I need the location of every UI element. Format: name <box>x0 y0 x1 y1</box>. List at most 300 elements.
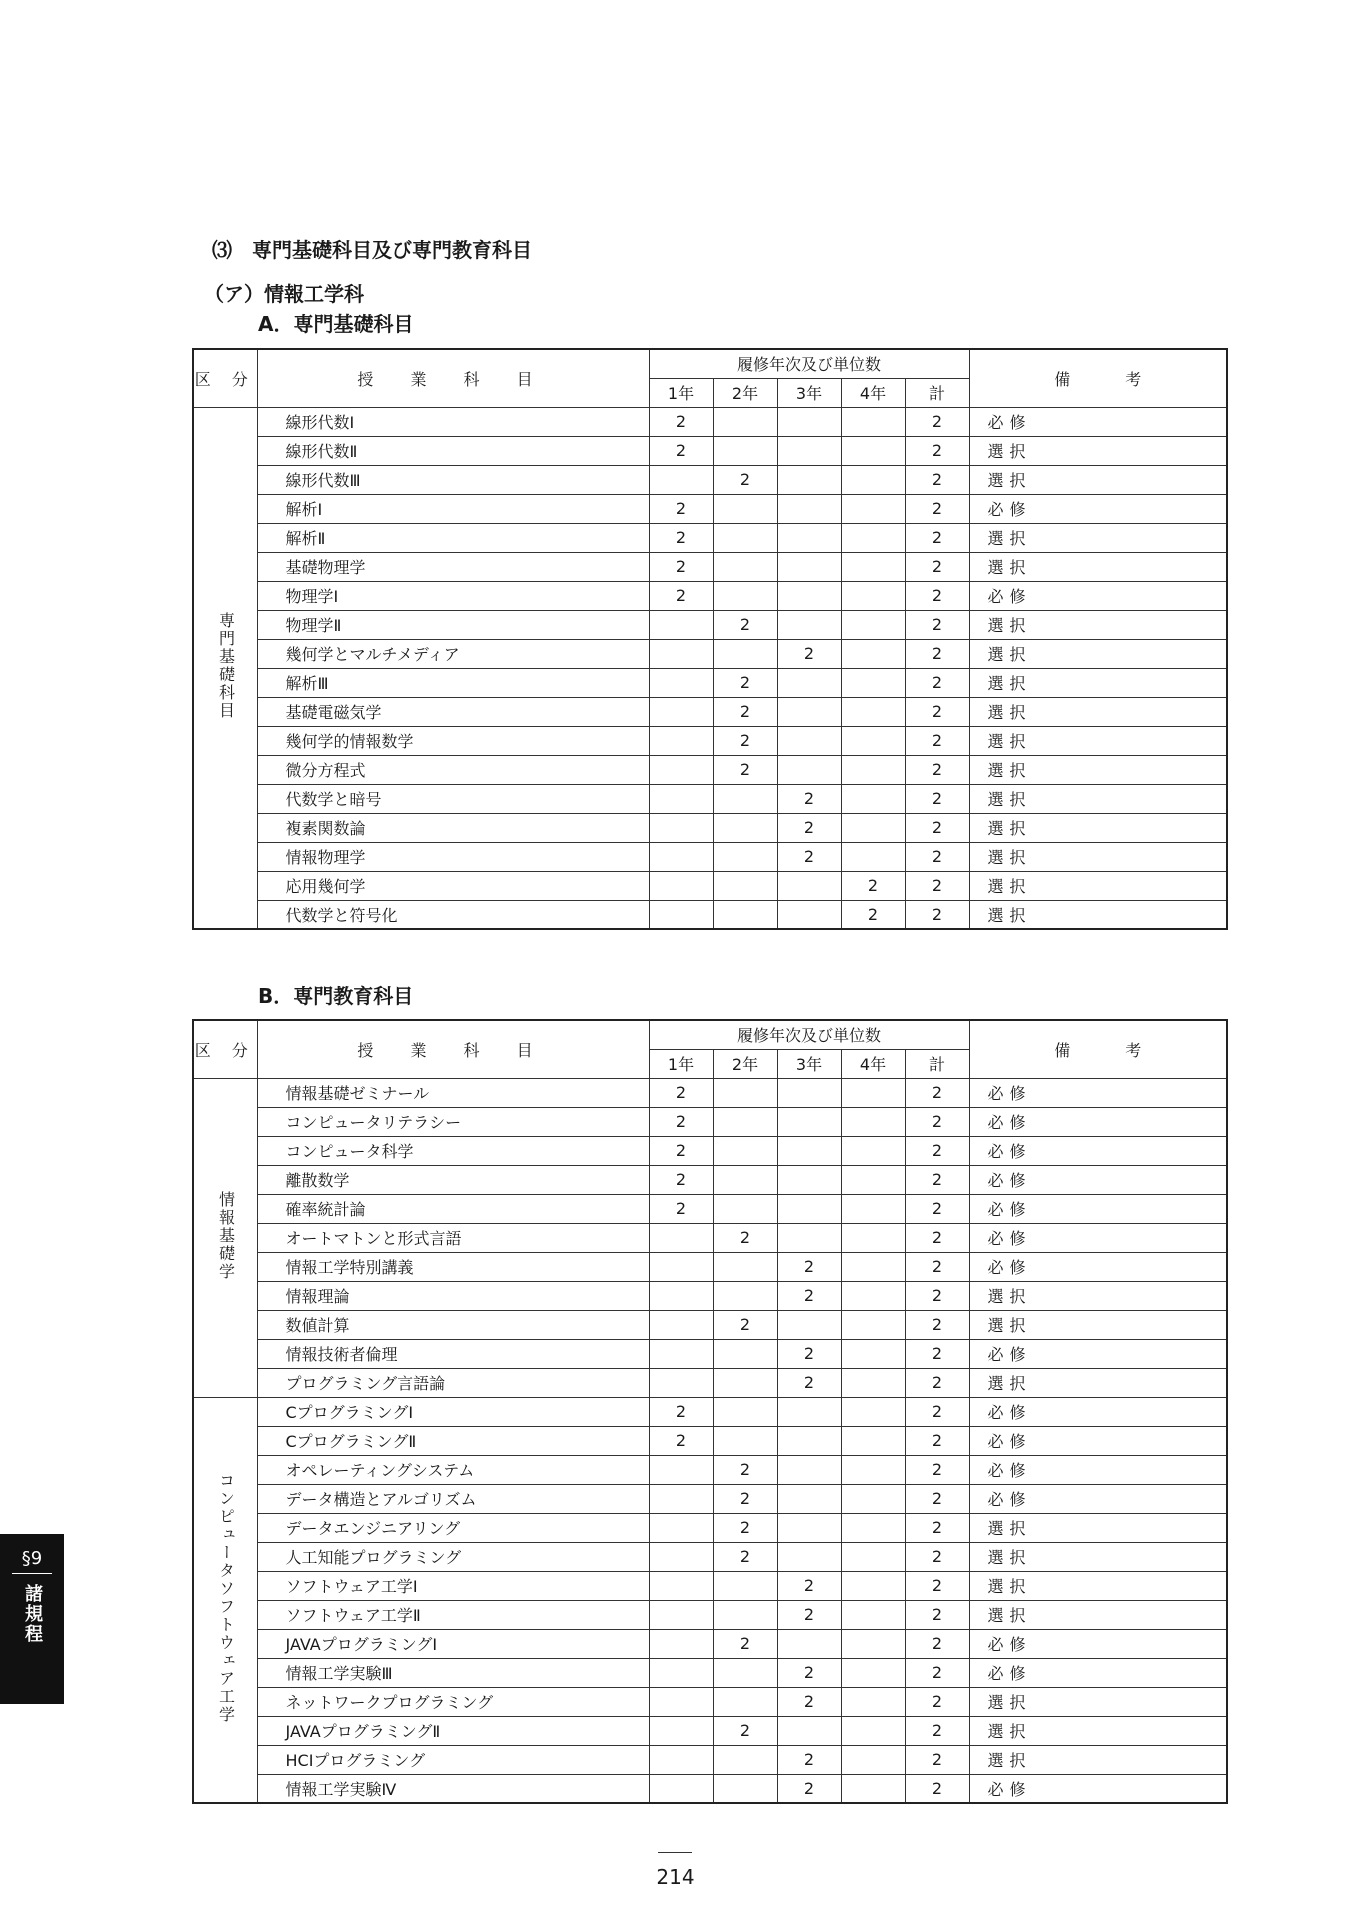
subsection-a-heading: A．専門基礎科目 <box>258 312 414 336</box>
year-2-cell <box>713 1078 777 1107</box>
subject-cell: ネットワークプログラミング <box>257 1687 649 1716</box>
section-side-tab <box>0 1534 64 1704</box>
year-4-cell <box>841 1194 905 1223</box>
total-cell: 2 <box>905 552 969 581</box>
table-row <box>193 1774 1227 1803</box>
year-3-cell <box>777 523 841 552</box>
year-4-cell <box>841 1455 905 1484</box>
year-1-cell: 2 <box>649 1426 713 1455</box>
category-cell <box>193 1078 257 1397</box>
table-row <box>193 1629 1227 1658</box>
header-kubun: 区 分 <box>193 1020 257 1078</box>
table-row <box>193 465 1227 494</box>
table-row <box>193 813 1227 842</box>
year-4-cell <box>841 1107 905 1136</box>
subject-cell: 線形代数Ⅰ <box>257 407 649 436</box>
subject-cell: 幾何学とマルチメディア <box>257 639 649 668</box>
subject-cell: 情報工学実験Ⅲ <box>257 1658 649 1687</box>
year-1-cell <box>649 755 713 784</box>
table-row <box>193 1542 1227 1571</box>
year-3-cell: 2 <box>777 1600 841 1629</box>
remark-cell: 選択 <box>969 755 1227 784</box>
total-cell: 2 <box>905 407 969 436</box>
subject-cell: 基礎電磁気学 <box>257 697 649 726</box>
table-row <box>193 1165 1227 1194</box>
year-1-cell <box>649 465 713 494</box>
year-1-cell <box>649 784 713 813</box>
total-cell: 2 <box>905 1252 969 1281</box>
subject-cell: ソフトウェア工学Ⅰ <box>257 1571 649 1600</box>
department-heading: （ア）情報工学科 <box>204 282 364 306</box>
header-year-2: 2年 <box>713 1049 777 1078</box>
year-1-cell <box>649 813 713 842</box>
year-4-cell <box>841 1658 905 1687</box>
year-4-cell <box>841 842 905 871</box>
remark-cell: 必修 <box>969 1397 1227 1426</box>
total-cell: 2 <box>905 1339 969 1368</box>
year-3-cell: 2 <box>777 1281 841 1310</box>
specialized-education-table <box>192 1019 1228 1804</box>
table-row <box>193 1658 1227 1687</box>
header-year-3: 3年 <box>777 1049 841 1078</box>
year-2-cell: 2 <box>713 1629 777 1658</box>
total-cell: 2 <box>905 1600 969 1629</box>
table-row <box>193 1745 1227 1774</box>
total-cell: 2 <box>905 1310 969 1339</box>
year-2-cell: 2 <box>713 726 777 755</box>
remark-cell: 選択 <box>969 1542 1227 1571</box>
table-row <box>193 552 1227 581</box>
table-row <box>193 900 1227 929</box>
remark-cell: 選択 <box>969 523 1227 552</box>
year-3-cell <box>777 697 841 726</box>
total-cell: 2 <box>905 436 969 465</box>
subject-cell: プログラミング言語論 <box>257 1368 649 1397</box>
year-1-cell <box>649 1542 713 1571</box>
year-1-cell <box>649 1687 713 1716</box>
subject-cell: 解析Ⅰ <box>257 494 649 523</box>
year-2-cell <box>713 1745 777 1774</box>
header-total: 計 <box>905 378 969 407</box>
year-2-cell <box>713 1165 777 1194</box>
category-label: 専門基礎科目 <box>216 611 236 720</box>
header-total: 計 <box>905 1049 969 1078</box>
header-year-group: 履修年次及び単位数 <box>649 1020 969 1049</box>
year-4-cell <box>841 1136 905 1165</box>
year-2-cell <box>713 523 777 552</box>
year-2-cell: 2 <box>713 1542 777 1571</box>
subject-cell: 情報工学実験Ⅳ <box>257 1774 649 1803</box>
table-row <box>193 1310 1227 1339</box>
subject-cell: 情報理論 <box>257 1281 649 1310</box>
total-cell: 2 <box>905 1397 969 1426</box>
year-3-cell: 2 <box>777 784 841 813</box>
year-3-cell <box>777 1107 841 1136</box>
side-tab-section: §9 <box>12 1534 52 1574</box>
table-row <box>193 1397 1227 1426</box>
year-3-cell: 2 <box>777 813 841 842</box>
total-cell: 2 <box>905 1194 969 1223</box>
year-3-cell <box>777 668 841 697</box>
table-row <box>193 1252 1227 1281</box>
year-1-cell: 2 <box>649 1136 713 1165</box>
table-body <box>193 407 1227 929</box>
year-3-cell: 2 <box>777 1339 841 1368</box>
header-remark: 備 考 <box>969 349 1227 407</box>
year-3-cell <box>777 1078 841 1107</box>
table-row <box>193 726 1227 755</box>
year-1-cell <box>649 726 713 755</box>
remark-cell: 選択 <box>969 639 1227 668</box>
year-4-cell <box>841 494 905 523</box>
table-row <box>193 436 1227 465</box>
subject-cell: 微分方程式 <box>257 755 649 784</box>
subsection-b-heading: B．専門教育科目 <box>258 984 414 1008</box>
year-1-cell <box>649 668 713 697</box>
total-cell: 2 <box>905 1484 969 1513</box>
year-1-cell <box>649 1629 713 1658</box>
total-cell: 2 <box>905 842 969 871</box>
table-row <box>193 668 1227 697</box>
year-1-cell <box>649 1310 713 1339</box>
year-4-cell <box>841 697 905 726</box>
subject-cell: 解析Ⅲ <box>257 668 649 697</box>
year-2-cell <box>713 581 777 610</box>
year-1-cell: 2 <box>649 1397 713 1426</box>
year-4-cell <box>841 813 905 842</box>
remark-cell: 選択 <box>969 1368 1227 1397</box>
year-3-cell <box>777 1165 841 1194</box>
total-cell: 2 <box>905 1368 969 1397</box>
table-row <box>193 1455 1227 1484</box>
remark-cell: 必修 <box>969 1455 1227 1484</box>
year-2-cell <box>713 784 777 813</box>
year-3-cell <box>777 1629 841 1658</box>
year-4-cell <box>841 465 905 494</box>
total-cell: 2 <box>905 523 969 552</box>
year-1-cell <box>649 1223 713 1252</box>
year-3-cell: 2 <box>777 842 841 871</box>
total-cell: 2 <box>905 1687 969 1716</box>
subject-cell: 基礎物理学 <box>257 552 649 581</box>
year-3-cell <box>777 755 841 784</box>
header-year-2: 2年 <box>713 378 777 407</box>
year-2-cell <box>713 842 777 871</box>
remark-cell: 選択 <box>969 436 1227 465</box>
total-cell: 2 <box>905 1107 969 1136</box>
total-cell: 2 <box>905 697 969 726</box>
subject-cell: 代数学と暗号 <box>257 784 649 813</box>
year-4-cell <box>841 1629 905 1658</box>
remark-cell: 必修 <box>969 581 1227 610</box>
header-year-group: 履修年次及び単位数 <box>649 349 969 378</box>
year-2-cell: 2 <box>713 1455 777 1484</box>
total-cell: 2 <box>905 1165 969 1194</box>
subject-cell: 確率統計論 <box>257 1194 649 1223</box>
year-1-cell: 2 <box>649 1194 713 1223</box>
total-cell: 2 <box>905 1716 969 1745</box>
year-3-cell: 2 <box>777 1774 841 1803</box>
year-3-cell <box>777 465 841 494</box>
year-2-cell <box>713 1571 777 1600</box>
year-2-cell <box>713 1136 777 1165</box>
remark-cell: 選択 <box>969 813 1227 842</box>
year-3-cell <box>777 1716 841 1745</box>
table-row <box>193 1513 1227 1542</box>
remark-cell: 必修 <box>969 407 1227 436</box>
year-1-cell <box>649 1339 713 1368</box>
year-1-cell <box>649 610 713 639</box>
subject-cell: HCIプログラミング <box>257 1745 649 1774</box>
header-year-1: 1年 <box>649 378 713 407</box>
year-4-cell <box>841 407 905 436</box>
total-cell: 2 <box>905 1426 969 1455</box>
year-1-cell <box>649 1281 713 1310</box>
year-1-cell: 2 <box>649 1107 713 1136</box>
year-2-cell: 2 <box>713 755 777 784</box>
category-cell <box>193 407 257 929</box>
header-year-4: 4年 <box>841 378 905 407</box>
table-row <box>193 1368 1227 1397</box>
year-2-cell <box>713 1687 777 1716</box>
year-2-cell: 2 <box>713 610 777 639</box>
year-4-cell <box>841 436 905 465</box>
total-cell: 2 <box>905 784 969 813</box>
total-cell: 2 <box>905 813 969 842</box>
table-row <box>193 1136 1227 1165</box>
remark-cell: 必修 <box>969 1223 1227 1252</box>
table-row <box>193 697 1227 726</box>
year-2-cell <box>713 552 777 581</box>
year-1-cell <box>649 842 713 871</box>
year-1-cell: 2 <box>649 407 713 436</box>
subject-cell: 複素関数論 <box>257 813 649 842</box>
total-cell: 2 <box>905 1629 969 1658</box>
year-2-cell <box>713 1281 777 1310</box>
year-4-cell: 2 <box>841 871 905 900</box>
year-1-cell: 2 <box>649 523 713 552</box>
subject-cell: JAVAプログラミングⅡ <box>257 1716 649 1745</box>
year-2-cell <box>713 900 777 929</box>
year-4-cell <box>841 1600 905 1629</box>
year-3-cell: 2 <box>777 1658 841 1687</box>
year-3-cell <box>777 1310 841 1339</box>
year-3-cell <box>777 1542 841 1571</box>
year-4-cell <box>841 1339 905 1368</box>
year-1-cell <box>649 1513 713 1542</box>
total-cell: 2 <box>905 1571 969 1600</box>
year-1-cell: 2 <box>649 436 713 465</box>
year-2-cell <box>713 1658 777 1687</box>
year-3-cell <box>777 407 841 436</box>
year-4-cell <box>841 1542 905 1571</box>
subject-cell: 線形代数Ⅱ <box>257 436 649 465</box>
remark-cell: 必修 <box>969 1252 1227 1281</box>
total-cell: 2 <box>905 1078 969 1107</box>
year-4-cell <box>841 726 905 755</box>
year-2-cell <box>713 1600 777 1629</box>
table-row <box>193 1571 1227 1600</box>
section-heading: ⑶ 専門基礎科目及び専門教育科目 <box>212 238 532 262</box>
year-4-cell <box>841 639 905 668</box>
year-2-cell: 2 <box>713 1310 777 1339</box>
table-row <box>193 639 1227 668</box>
header-year-3: 3年 <box>777 378 841 407</box>
year-3-cell <box>777 726 841 755</box>
subject-cell: CプログラミングⅡ <box>257 1426 649 1455</box>
remark-cell: 必修 <box>969 1078 1227 1107</box>
total-cell: 2 <box>905 581 969 610</box>
year-4-cell <box>841 1774 905 1803</box>
year-3-cell <box>777 494 841 523</box>
year-4-cell <box>841 784 905 813</box>
table-row <box>193 1078 1227 1107</box>
remark-cell: 選択 <box>969 784 1227 813</box>
subject-cell: データ構造とアルゴリズム <box>257 1484 649 1513</box>
year-2-cell <box>713 494 777 523</box>
total-cell: 2 <box>905 900 969 929</box>
total-cell: 2 <box>905 1281 969 1310</box>
year-4-cell <box>841 1484 905 1513</box>
year-1-cell <box>649 1368 713 1397</box>
subject-cell: 物理学Ⅱ <box>257 610 649 639</box>
table-row <box>193 755 1227 784</box>
table-row <box>193 1194 1227 1223</box>
subject-cell: 幾何学的情報数学 <box>257 726 649 755</box>
year-3-cell: 2 <box>777 1252 841 1281</box>
subject-cell: 解析Ⅱ <box>257 523 649 552</box>
table-row <box>193 1339 1227 1368</box>
year-3-cell: 2 <box>777 1368 841 1397</box>
year-1-cell: 2 <box>649 1078 713 1107</box>
year-1-cell <box>649 900 713 929</box>
remark-cell: 選択 <box>969 1745 1227 1774</box>
subject-cell: 物理学Ⅰ <box>257 581 649 610</box>
remark-cell: 必修 <box>969 1774 1227 1803</box>
table-row <box>193 581 1227 610</box>
year-4-cell <box>841 1078 905 1107</box>
year-4-cell <box>841 1165 905 1194</box>
header-remark: 備 考 <box>969 1020 1227 1078</box>
category-label: コンピュータソフトウェア工学 <box>216 1471 236 1724</box>
table-row <box>193 523 1227 552</box>
header-subject: 授 業 科 目 <box>257 1020 649 1078</box>
remark-cell: 必修 <box>969 1165 1227 1194</box>
year-4-cell <box>841 1397 905 1426</box>
remark-cell: 選択 <box>969 1571 1227 1600</box>
total-cell: 2 <box>905 726 969 755</box>
table-row <box>193 1426 1227 1455</box>
year-2-cell <box>713 1194 777 1223</box>
subject-cell: JAVAプログラミングⅠ <box>257 1629 649 1658</box>
remark-cell: 必修 <box>969 1136 1227 1165</box>
table-row <box>193 1600 1227 1629</box>
subject-cell: 代数学と符号化 <box>257 900 649 929</box>
year-2-cell: 2 <box>713 668 777 697</box>
page-number: 214 <box>656 1865 695 1889</box>
year-4-cell <box>841 1571 905 1600</box>
total-cell: 2 <box>905 1658 969 1687</box>
table-row <box>193 1716 1227 1745</box>
remark-cell: 選択 <box>969 1716 1227 1745</box>
subject-cell: コンピュータ科学 <box>257 1136 649 1165</box>
year-3-cell <box>777 1455 841 1484</box>
subject-cell: 情報工学特別講義 <box>257 1252 649 1281</box>
year-3-cell <box>777 1397 841 1426</box>
subject-cell: 情報技術者倫理 <box>257 1339 649 1368</box>
remark-cell: 選択 <box>969 1600 1227 1629</box>
total-cell: 2 <box>905 610 969 639</box>
remark-cell: 必修 <box>969 494 1227 523</box>
year-2-cell <box>713 1368 777 1397</box>
remark-cell: 選択 <box>969 668 1227 697</box>
year-1-cell <box>649 1455 713 1484</box>
total-cell: 2 <box>905 639 969 668</box>
subject-cell: コンピュータリテラシー <box>257 1107 649 1136</box>
total-cell: 2 <box>905 1745 969 1774</box>
year-3-cell: 2 <box>777 1571 841 1600</box>
year-3-cell <box>777 1194 841 1223</box>
table-row <box>193 494 1227 523</box>
year-1-cell <box>649 1600 713 1629</box>
year-3-cell <box>777 1223 841 1252</box>
year-2-cell <box>713 1426 777 1455</box>
total-cell: 2 <box>905 668 969 697</box>
year-4-cell <box>841 523 905 552</box>
remark-cell: 選択 <box>969 697 1227 726</box>
subject-cell: 線形代数Ⅲ <box>257 465 649 494</box>
year-4-cell <box>841 1687 905 1716</box>
remark-cell: 選択 <box>969 1281 1227 1310</box>
remark-cell: 選択 <box>969 1687 1227 1716</box>
year-1-cell: 2 <box>649 581 713 610</box>
year-4-cell <box>841 1281 905 1310</box>
year-4-cell <box>841 668 905 697</box>
year-2-cell <box>713 1397 777 1426</box>
table-row <box>193 871 1227 900</box>
table-row <box>193 1107 1227 1136</box>
subject-cell: データエンジニアリング <box>257 1513 649 1542</box>
remark-cell: 必修 <box>969 1107 1227 1136</box>
year-1-cell <box>649 1716 713 1745</box>
year-3-cell: 2 <box>777 639 841 668</box>
year-3-cell <box>777 1136 841 1165</box>
year-3-cell <box>777 871 841 900</box>
table-row <box>193 1281 1227 1310</box>
subject-cell: 離散数学 <box>257 1165 649 1194</box>
specialized-foundation-table <box>192 348 1228 930</box>
year-2-cell: 2 <box>713 1716 777 1745</box>
year-3-cell <box>777 581 841 610</box>
year-4-cell <box>841 1716 905 1745</box>
year-1-cell <box>649 1774 713 1803</box>
year-2-cell <box>713 813 777 842</box>
year-3-cell <box>777 1426 841 1455</box>
subject-cell: 応用幾何学 <box>257 871 649 900</box>
year-4-cell <box>841 1426 905 1455</box>
year-1-cell: 2 <box>649 1165 713 1194</box>
table-row <box>193 1687 1227 1716</box>
table-row <box>193 1484 1227 1513</box>
remark-cell: 選択 <box>969 1513 1227 1542</box>
total-cell: 2 <box>905 1513 969 1542</box>
remark-cell: 選択 <box>969 900 1227 929</box>
year-4-cell <box>841 755 905 784</box>
year-4-cell <box>841 552 905 581</box>
total-cell: 2 <box>905 494 969 523</box>
page-number-rule <box>658 1852 692 1853</box>
year-2-cell <box>713 1252 777 1281</box>
